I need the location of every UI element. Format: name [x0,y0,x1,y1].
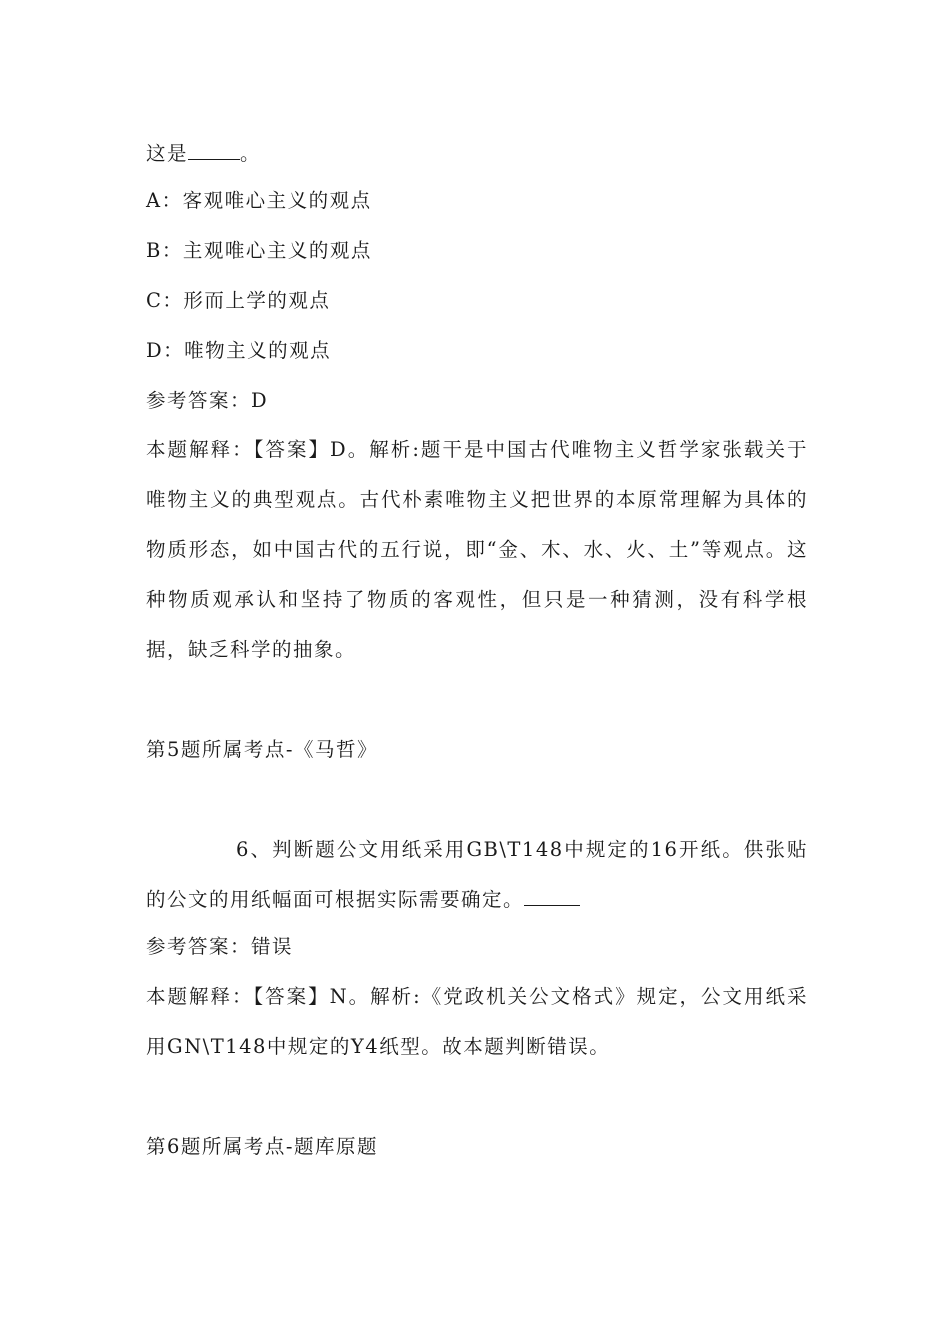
q5-option-c: C：形而上学的观点 [146,289,331,312]
q6-stem: 6、判断题公文用纸采用GB\T148中规定的16开纸。供张贴的公文的用纸幅面可根据实际需要确定。 [146,838,808,911]
q5-explanation: 本题解释：【答案】D。解析:题干是中国古代唯物主义哲学家张载关于唯物主义的典型观点。古代朴素唯物主义把世界的本原常理解为具体的物质形态，如中国古代的五行说，即“金、木、水、火、土”等观点。这种物质观承认和坚持了物质的客观性，但只是一种猜测，没有科学根据，缺乏科学的抽象。 [146,438,808,661]
q6-topic: 第6题所属考点-题库原题 [146,1135,378,1158]
q5-option-a: A：客观唯心主义的观点 [146,189,372,212]
q5-option-b: B：主观唯心主义的观点 [146,239,372,262]
q6-answer: 参考答案：错误 [146,935,294,958]
q5-answer: 参考答案：D [146,389,269,412]
answer-blank [524,887,580,906]
q5-stem-tail: 这是 。 [146,142,262,165]
q5-topic: 第5题所属考点-《马哲》 [146,738,378,761]
q5-option-d: D：唯物主义的观点 [146,339,332,362]
answer-blank [188,141,240,160]
q6-explanation: 本题解释：【答案】N。解析:《党政机关公文格式》规定，公文用纸采用GN\T148中规定的Y4纸型。故本题判断错误。 [146,985,808,1058]
